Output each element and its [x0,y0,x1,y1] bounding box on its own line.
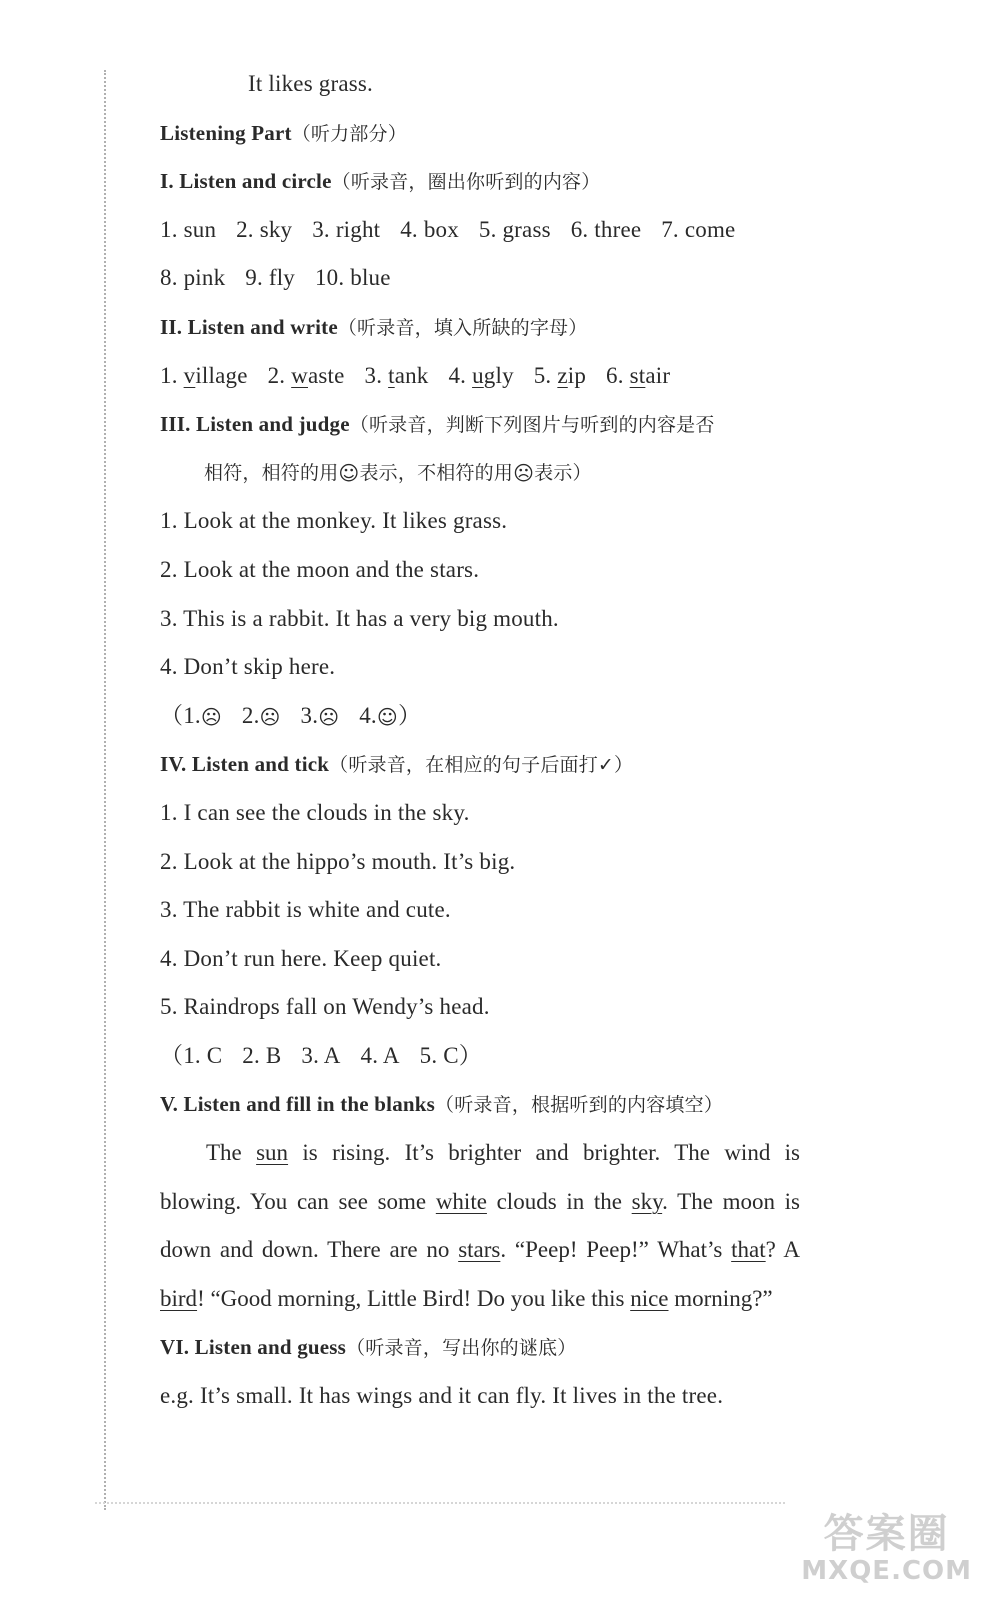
smile-face-icon: ☺ [376,704,398,729]
blank-answer: that [731,1237,766,1263]
watermark-logo [801,1512,972,1586]
section-3-heading-continued: 相符，相符的用☺表示，不相符的用☹表示） [160,449,800,498]
section-3-line-1: 1. Look at the monkey. It likes grass. [160,508,508,534]
section-2-answers [160,352,800,401]
listening-part-heading: Listening Part（听力部分） [160,120,407,145]
blank-answer: sun [256,1140,289,1166]
section-3-line-3: 3. This is a rabbit. It has a very big mouth. [160,605,559,631]
section-6-example: e.g. It’s small. It has wings and it can fly. It lives in the tree. [160,1383,724,1409]
section-4-line-5: 5. Raindrops fall on Wendy’s head. [160,994,490,1020]
word-item: 2. waste [267,362,345,388]
smile-face-icon: ☺ [338,460,360,485]
watermark-title: 答案圈 [823,1511,950,1557]
frown-face-icon: ☹ [259,704,281,729]
blank-answer: sky [631,1188,663,1214]
section-3-line-2: 2. Look at the moon and the stars. [160,556,480,582]
frown-face-icon: ☹ [318,704,340,729]
section-3-answers: （1.☹ 2.☹ 3.☹ 4.☺） [160,692,800,741]
section-1-row-1: 1. sun 2. sky 3. right 4. box 5. grass 6. three 7. come [160,216,736,242]
section-5-heading: V. Listen and fill in the blanks（听录音，根据听到的内容填空） [160,1092,724,1117]
section-3-line-4: 4. Don’t skip here. [160,654,336,680]
section-2-heading: II. Listen and write（听录音，填入所缺的字母） [160,314,588,339]
blank-answer: white [435,1188,487,1214]
frown-face-icon: ☹ [513,460,535,485]
section-4-line-1: 1. I can see the clouds in the sky. [160,799,470,825]
section-1-row-2: 8. pink 9. fly 10. blue [160,265,391,291]
intro-line: It likes grass. [248,71,374,96]
frown-face-icon: ☹ [200,704,222,729]
section-4-line-3: 3. The rabbit is white and cute. [160,897,451,923]
word-item: 3. tank [364,362,429,388]
section-4-answers: （1. C 2. B 3. A 4. A 5. C） [160,1042,482,1068]
section-6-heading: VI. Listen and guess（听录音，写出你的谜底） [160,1335,577,1360]
section-4-line-2: 2. Look at the hippo’s mouth. It’s big. [160,848,516,874]
section-5-passage: The sun is rising. It’s brighter and brighter. The wind is blowing. You can see some white clouds in the sky. The moon is down and down. There are no stars. “Peep! Peep!” What’s that? A bird! “Good morning, Little Bird! Do you like this nice morning?” [160,1140,801,1311]
bottom-dotted-rule [95,1502,785,1504]
blank-answer: stars [458,1237,501,1263]
answer-page [160,60,800,1421]
blank-answer: nice [630,1285,669,1311]
section-3-heading: III. Listen and judge（听录音，判断下列图片与听到的内容是否 [160,412,715,437]
word-item: 5. zip [533,362,587,388]
margin-dotted-rule [104,70,106,1510]
watermark-url: MXQE.COM [801,1556,972,1586]
word-item: 6. stair [606,362,671,388]
word-item: 1. village [160,362,248,388]
word-item: 4. ugly [448,362,514,388]
section-4-line-4: 4. Don’t run here. Keep quiet. [160,945,442,971]
blank-answer: bird [160,1285,198,1311]
section-1-heading: I. Listen and circle（听录音，圈出你听到的内容） [160,169,601,194]
section-4-heading: IV. Listen and tick（听录音，在相应的句子后面打✓） [160,752,634,777]
